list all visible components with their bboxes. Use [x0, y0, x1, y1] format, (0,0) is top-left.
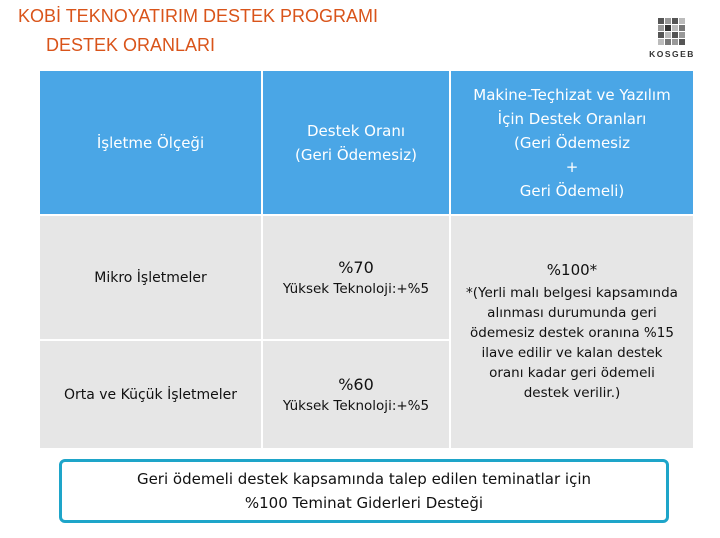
header-machinery-line: +	[565, 157, 579, 176]
machinery-note-line: ilave edilir ve kalan destek	[481, 345, 663, 361]
guarantee-callout	[59, 459, 669, 523]
header-support-rate-line: (Geri Ödemesiz)	[295, 145, 417, 164]
high-tech-bonus: Yüksek Teknoloji:+%5	[282, 398, 430, 414]
header-support-rate	[263, 71, 449, 214]
table-row-label	[40, 341, 261, 448]
callout-line: %100 Teminat Giderleri Desteği	[244, 494, 484, 512]
row-label-small-medium: Orta ve Küçük İşletmeler	[63, 386, 238, 403]
machinery-note-line: oranı kadar geri ödemeli	[489, 365, 655, 381]
callout-line: Geri ödemeli destek kapsamında talep edilen teminatlar için	[136, 470, 592, 488]
header-machinery-line: Makine-Teçhizat ve Yazılım	[473, 85, 671, 104]
page-subtitle: DESTEK ORANLARI	[46, 35, 216, 55]
machinery-rate-cell	[451, 216, 693, 448]
header-business-scale	[40, 71, 261, 214]
kosgeb-logo	[640, 16, 704, 62]
table-row-label	[40, 216, 261, 339]
logo-text: KOSGEB	[649, 49, 695, 59]
header-machinery-rate	[451, 71, 693, 214]
logo-mark-icon	[640, 16, 704, 48]
header-machinery-line: İçin Destek Oranları	[497, 109, 647, 128]
header-business-scale-label: İşletme Ölçeği	[96, 133, 205, 152]
machinery-note	[460, 283, 684, 403]
header-machinery-line: (Geri Ödemesiz	[513, 133, 631, 152]
table-cell-rate	[263, 341, 449, 448]
machinery-note-line: destek verilir.)	[523, 385, 621, 401]
machinery-note-line: alınması durumunda geri	[487, 305, 657, 321]
header-support-rate-line: Destek Oranı	[307, 121, 405, 140]
high-tech-bonus: Yüksek Teknoloji:+%5	[282, 281, 430, 297]
rate-value: %60	[338, 375, 374, 394]
table-cell-rate	[263, 216, 449, 339]
row-label-micro: Mikro İşletmeler	[94, 269, 207, 286]
page-title: KOBİ TEKNOYATIRIM DESTEK PROGRAMI	[18, 6, 379, 26]
machinery-note-line: ödemesiz destek oranına %15	[470, 325, 674, 341]
rate-value: %70	[338, 258, 374, 277]
machinery-note-line: *(Yerli malı belgesi kapsamında	[466, 285, 678, 301]
header-machinery-line: Geri Ödemeli)	[519, 181, 625, 200]
machinery-rate-value: %100*	[546, 261, 598, 279]
